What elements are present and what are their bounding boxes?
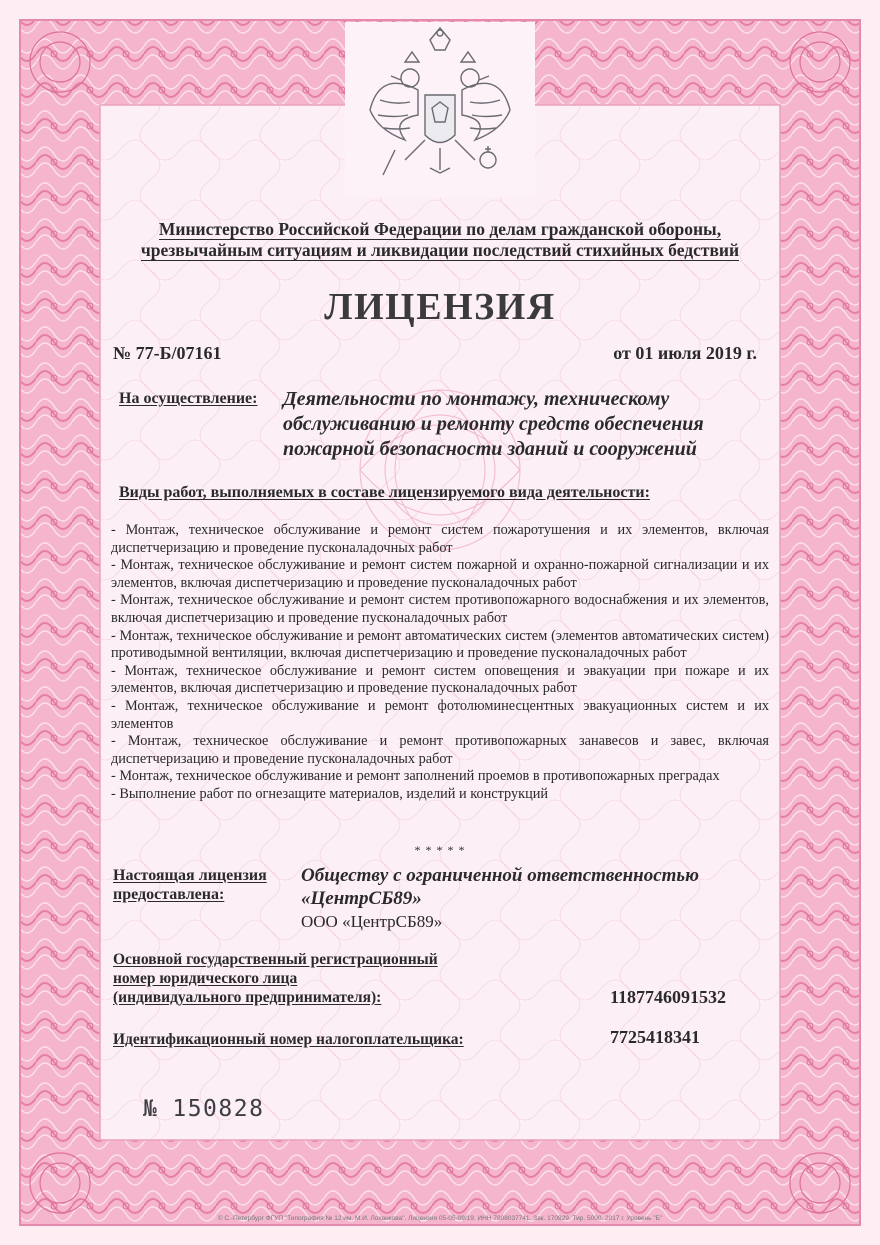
list-item: - Монтаж, техническое обслуживание и ремонт систем пожаротушения и их элементов, включая диспетчеризацию и проведение пусконаладочных работ xyxy=(111,522,769,556)
grantee-name: Обществу с ограниченной ответственностью «ЦентрСБ89» ООО «ЦентрСБ89» xyxy=(301,865,699,931)
grantee-label: Настоящая лицензия предоставлена: xyxy=(113,867,267,903)
printer-imprint: © С.-Петербург ФГУП "Типография № 12 им. М.И. Лоханкова". Лицензия 05-05-09/19. ИНН 7808037741. Зак. 170829. Тир. 5000. 2017 г. Уровень "Б" xyxy=(217,1215,663,1222)
inn-value: 7725418341 xyxy=(610,1027,700,1047)
blank-number: № 150828 xyxy=(143,1096,265,1122)
inn-label: Идентификационный номер налогоплательщика: xyxy=(113,1031,464,1048)
list-item: - Выполнение работ по огнезащите материалов, изделий и конструкций xyxy=(111,785,549,802)
list-item: - Монтаж, техническое обслуживание и ремонт систем оповещения и эвакуации при пожаре и их элементов, включая диспетчеризацию и проведение пусконаладочных работ xyxy=(111,662,769,697)
license-number: № 77-Б/07161 xyxy=(113,343,222,363)
ministry-line-2: чрезвычайным ситуациям и ликвидации последствий стихийных бедствий xyxy=(140,240,740,260)
ogrn-value: 1187746091532 xyxy=(610,987,727,1007)
ogrn-label: Основной государственный регистрационный номер юридического лица (индивидуального предпринимателя): xyxy=(113,951,438,1006)
list-item: - Монтаж, техническое обслуживание и ремонт фотолюминесцентных эвакуационных систем и их элементов xyxy=(111,697,769,732)
list-item: - Монтаж, техническое обслуживание и ремонт систем противопожарного водоснабжения и их элементов, включая диспетчеризацию и проведение пусконаладочных работ xyxy=(111,592,769,626)
works-heading: Виды работ, выполняемых в составе лицензируемого вида деятельности: xyxy=(119,484,650,501)
list-item: - Монтаж, техническое обслуживание и ремонт систем пожарной и охранно-пожарной сигнализации и их элементов, включая диспетчеризацию и проведение пусконаладочных работ xyxy=(111,557,769,591)
list-item: - Монтаж, техническое обслуживание и ремонт заполнений проемов в противопожарных преградах xyxy=(111,768,720,785)
document-title: ЛИЦЕНЗИЯ xyxy=(324,286,556,328)
activity-label: На осуществление: xyxy=(119,390,258,407)
ministry-line-1: Министерство Российской Федерации по делам гражданской обороны, xyxy=(158,219,722,239)
section-separator: * * * * * xyxy=(414,843,466,857)
list-item: - Монтаж, техническое обслуживание и ремонт противопожарных занавесов и завес, включая диспетчеризацию и проведение пусконаладочных работ xyxy=(111,733,769,767)
activity-text: Деятельности по монтажу, техническому обслуживанию и ремонту средств обеспечения пожарной безопасности зданий и сооружений xyxy=(283,388,704,460)
grantee-short-name: ООО «ЦентрСБ89» xyxy=(301,912,443,931)
works-list xyxy=(111,522,769,804)
list-item: - Монтаж, техническое обслуживание и ремонт автоматических систем (элементов автоматических систем) противодымной вентиляции, включая диспетчеризацию и проведение пусконаладочных работ xyxy=(111,627,769,662)
license-date: от 01 июля 2019 г. xyxy=(613,343,757,363)
